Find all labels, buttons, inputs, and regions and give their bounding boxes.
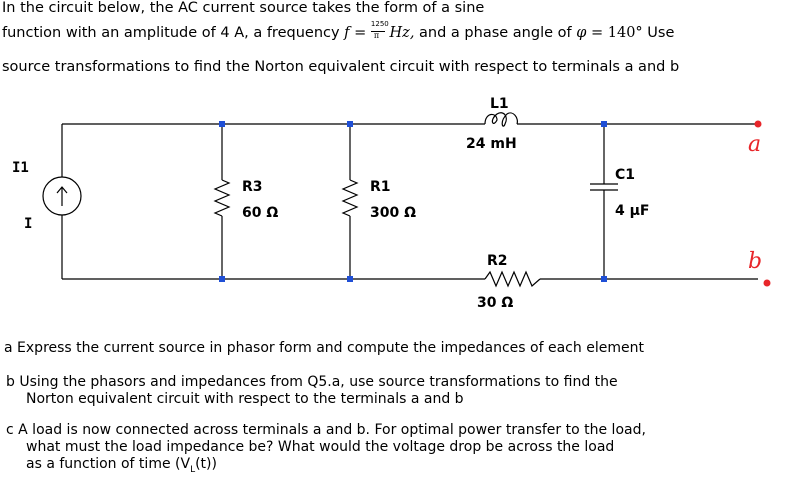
node-r1-bottom [347,276,353,282]
node-c1-top [601,121,607,127]
node-c1-bottom [601,276,607,282]
question-c-text-2: what must the load impedance be? What would the voltage drop be across the load [26,439,615,455]
terminal-a-dot [755,121,762,128]
r3-name-label: R3 [242,179,263,195]
c1-value-label: 4 µF [615,203,650,219]
l1-name-label: L1 [490,96,509,112]
question-c-text-3b: (t)) [195,456,217,472]
problem-line-2-middle: and a phase angle of [414,25,577,41]
r1-name-label: R1 [370,179,391,195]
phase-symbol: φ [576,25,587,41]
r1-resistor [343,180,357,216]
problem-line-1: In the circuit below, the AC current source takes the form of a sine [2,0,485,16]
question-a [4,340,644,357]
question-a-text: Express the current source in phasor form and compute the impedances of each element [17,340,644,356]
question-c-text-3 [6,456,646,479]
equals-sign: = [349,25,371,41]
node-r3-top [219,121,225,127]
r2-value-label: 30 Ω [477,295,514,311]
question-c-subscript: L [190,464,196,475]
node-r3-bottom [219,276,225,282]
problem-line-3: source transformations to find the Norton equivalent circuit with respect to terminals a and b [2,59,680,75]
hertz-unit: Hz, [384,25,415,41]
terminal-a-label: a [748,132,762,157]
node-r1-top [347,121,353,127]
r3-value-label: 60 Ω [242,205,279,221]
problem-line-2-end: Use [642,25,675,41]
frequency-denominator: π [373,31,380,40]
frequency-numerator: 1250 [370,20,389,28]
l1-value-label: 24 mH [466,136,517,152]
question-b-label: b [6,374,15,390]
r1-value-label: 300 Ω [370,205,416,221]
problem-line-2-start: function with an amplitude of 4 A, a frequency [2,25,345,41]
question-b-text-1: Using the phasors and impedances from Q5.a, use source transformations to find the [19,374,618,390]
frequency-symbol: f [344,25,350,41]
circuit-nodes [219,121,607,282]
question-c-label: c [6,422,14,438]
question-b-text-2: Norton equivalent circuit with respect to the terminals a and b [26,391,464,407]
terminal-b-dot [764,280,771,287]
question-c-text-1: A load is now connected across terminals a and b. For optimal power transfer to the load, [18,422,646,438]
circuit-wires [43,113,758,286]
r2-resistor [485,272,540,286]
r2-name-label: R2 [487,253,508,269]
c1-name-label: C1 [615,167,636,183]
r3-resistor [215,180,229,216]
source-name-label: I1 [12,160,29,176]
l1-inductor [485,113,517,126]
question-c [6,422,646,479]
question-a-label: a [4,340,13,356]
phase-value: = 140° [586,25,643,41]
question-b [6,374,618,408]
terminal-b-label: b [748,249,763,274]
question-c-text-3a: as a function of time (V [26,456,191,472]
source-letter-label: I [24,216,33,232]
